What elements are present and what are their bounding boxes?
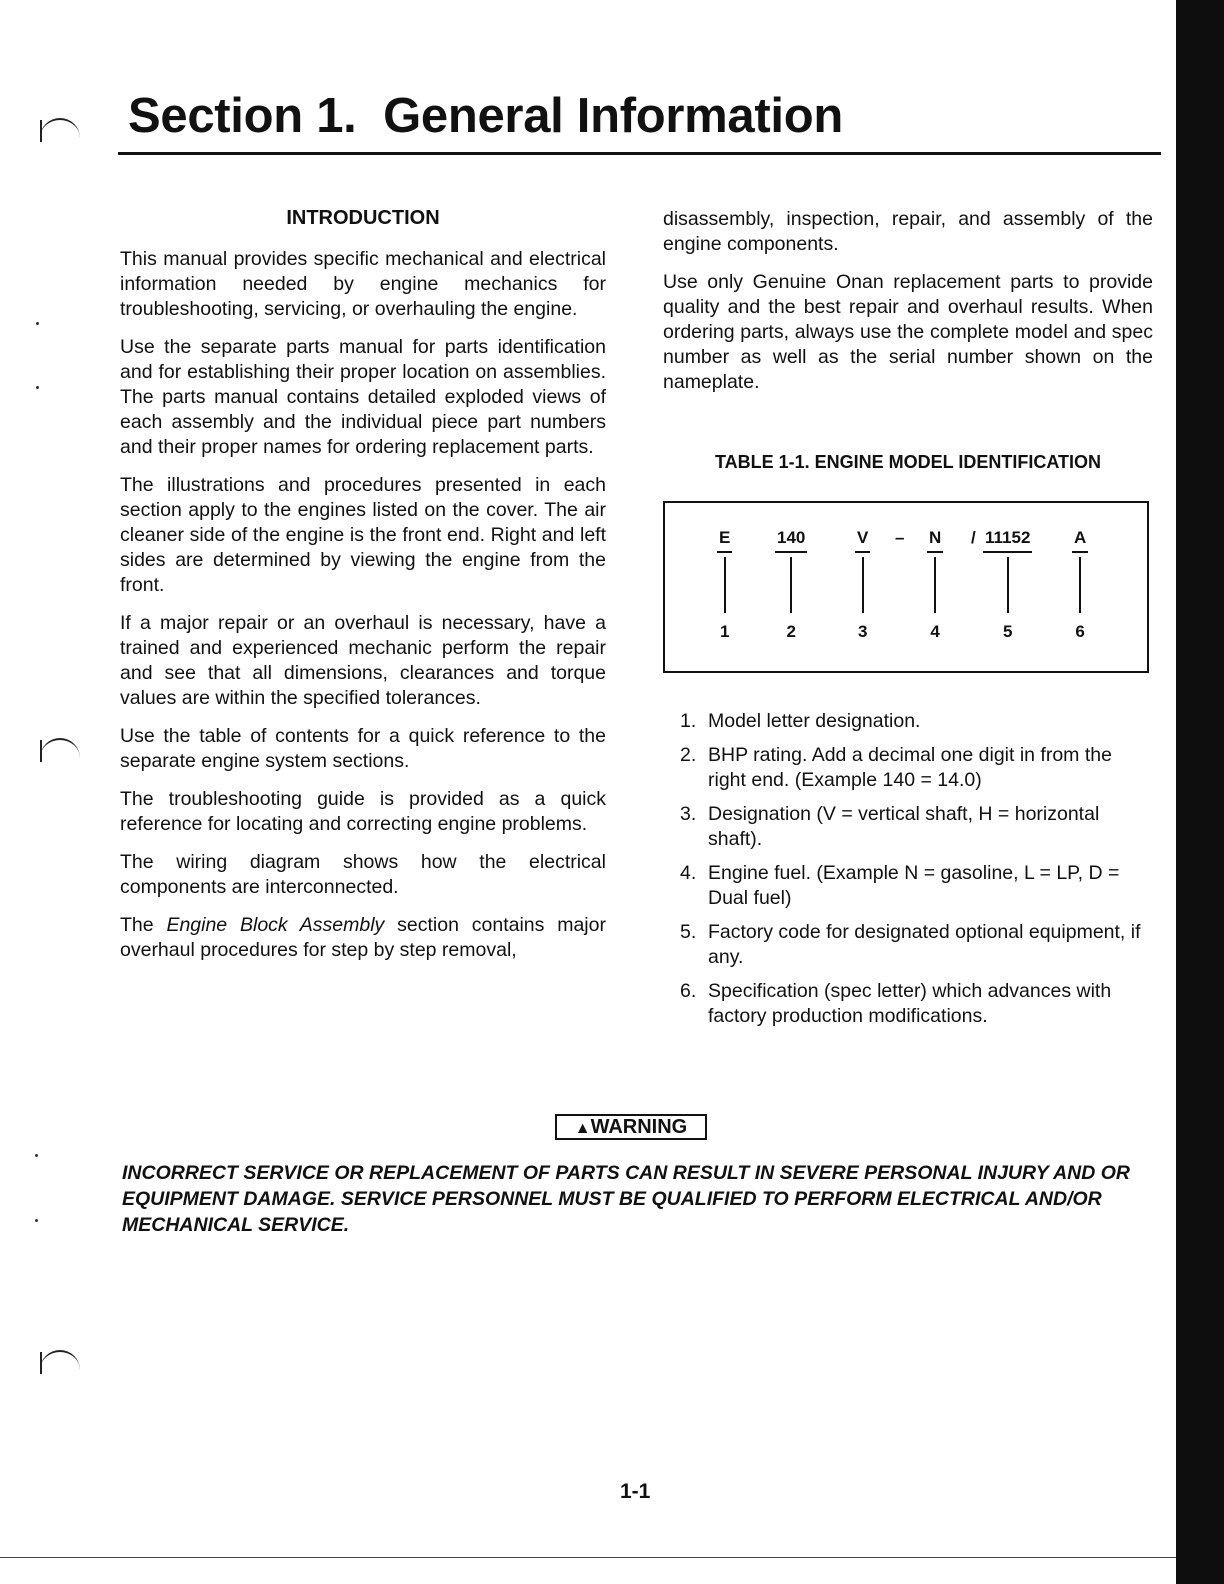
- segment-pointer: [934, 557, 936, 613]
- title-rule: [118, 152, 1161, 155]
- segment-number: 4: [930, 622, 940, 641]
- list-number: 4.: [680, 862, 697, 884]
- list-number: 2.: [680, 744, 697, 766]
- bottom-rule: [0, 1557, 1176, 1558]
- binder-hole-mark: [40, 118, 80, 142]
- scan-speck: [36, 322, 39, 325]
- body-paragraph: Use only Genuine Onan replacement parts to provide quality and the best repair and overhaul results. When ordering parts, always use the complete model and spec number as well as the serial number shown on the nameplate.: [663, 271, 1153, 393]
- segment-code: 140: [775, 525, 807, 553]
- right-column: [663, 207, 1153, 1038]
- list-text: BHP rating. Add a decimal one digit in from the right end. (Example 140 = 14.0): [708, 744, 1112, 791]
- intro-paragraph: The wiring diagram shows how the electrical components are interconnected.: [120, 851, 606, 898]
- list-item: [663, 979, 1153, 1029]
- model-id-diagram: [663, 501, 1149, 673]
- scan-edge-bar: [1176, 0, 1224, 1584]
- model-segment: [717, 525, 732, 644]
- intro-paragraph: Use the table of contents for a quick reference to the separate engine system sections.: [120, 725, 606, 772]
- list-text: Designation (V = vertical shaft, H = horizontal shaft).: [708, 803, 1100, 850]
- warning-text: INCORRECT SERVICE OR REPLACEMENT OF PARTS CAN RESULT IN SEVERE PERSONAL INJURY AND OR EQUIPMENT DAMAGE. SERVICE PERSONNEL MUST BE QUALIFIED TO PERFORM ELECTRICAL AND/OR MECHANICAL SERVICE.: [122, 1162, 1130, 1236]
- list-item: [663, 920, 1153, 970]
- warning-triangle-icon: ▲: [574, 1120, 591, 1137]
- segment-pointer: [862, 557, 864, 613]
- model-segment: [855, 525, 870, 644]
- intro-paragraph: The illustrations and procedures presented in each section apply to the engines listed on the cover. The air cleaner side of the engine is the front end. Right and left sides are determined by viewing the engine from the front.: [120, 474, 606, 596]
- page-title: Section 1. General Information: [128, 89, 843, 143]
- model-segment: [775, 525, 807, 644]
- list-item: [663, 709, 1153, 734]
- scan-speck: [36, 386, 39, 389]
- segment-code: 11152: [983, 525, 1032, 553]
- model-code-legend: [663, 709, 1153, 1029]
- table-caption: TABLE 1-1. ENGINE MODEL IDENTIFICATION: [714, 452, 1101, 472]
- segment-pointer: [1079, 557, 1081, 613]
- segment-pointer: [724, 557, 726, 613]
- list-item: [663, 861, 1153, 911]
- segment-number: 3: [857, 622, 868, 641]
- binder-hole-mark: [40, 1350, 80, 1374]
- list-number: 3.: [680, 803, 697, 825]
- list-item: [663, 802, 1153, 852]
- section-reference: Engine Block Assembly: [166, 914, 385, 936]
- list-number: 6.: [680, 980, 697, 1002]
- intro-paragraph: The troubleshooting guide is provided as a quick reference for locating and correcting engine problems.: [120, 788, 606, 835]
- text-run: section contains major overhaul procedures for step by step removal,: [120, 914, 606, 961]
- body-paragraph: disassembly, inspection, repair, and assembly of the engine components.: [663, 208, 1153, 255]
- intro-paragraph: Use the separate parts manual for parts identification and for establishing their proper location on assemblies. The parts manual contains detailed exploded views of each assembly and the individual piece part numbers and their proper names for ordering replacement parts.: [120, 336, 606, 458]
- section-heading: INTRODUCTION: [286, 207, 440, 229]
- segment-code: E: [717, 525, 732, 553]
- segment-number: 2: [786, 622, 796, 641]
- text-run: The: [120, 914, 167, 936]
- segment-code: V: [855, 525, 870, 553]
- page-number: 1-1: [620, 1480, 651, 1503]
- dash-separator: –: [895, 528, 905, 547]
- segment-pointer: [790, 557, 792, 613]
- list-text: Engine fuel. (Example N = gasoline, L = LP, D = Dual fuel): [708, 862, 1120, 909]
- slash-separator: /: [971, 528, 976, 547]
- warning-label: [555, 1114, 707, 1140]
- segment-code: A: [1072, 525, 1088, 553]
- list-text: Model letter designation.: [708, 710, 921, 732]
- list-number: 5.: [680, 921, 697, 943]
- intro-paragraph: This manual provides specific mechanical and electrical information needed by engine mechanics for troubleshooting, servicing, or overhauling the engine.: [120, 248, 606, 320]
- left-column: [120, 206, 606, 976]
- segment-number: 5: [1002, 622, 1013, 641]
- warning-label-text: WARNING: [590, 1116, 688, 1138]
- list-item: [663, 743, 1153, 793]
- segment-code: N: [927, 525, 943, 553]
- list-text: Factory code for designated optional equipment, if any.: [708, 921, 1141, 968]
- segment-number: 1: [719, 622, 730, 641]
- scan-speck: [35, 1154, 38, 1157]
- list-text: Specification (spec letter) which advances with factory production modifications.: [708, 980, 1112, 1027]
- segment-pointer: [1007, 557, 1009, 613]
- model-segment: [927, 525, 943, 644]
- list-number: 1.: [680, 710, 697, 732]
- binder-hole-mark: [40, 738, 80, 762]
- model-segment: [983, 525, 1032, 644]
- intro-paragraph: [120, 913, 606, 963]
- intro-paragraph: If a major repair or an overhaul is necessary, have a trained and experienced mechanic perform the repair and see that all dimensions, clearances and torque values are within the specified tolerances.: [120, 612, 606, 709]
- scan-speck: [35, 1219, 38, 1222]
- model-segment: [1072, 525, 1088, 644]
- segment-number: 6: [1075, 622, 1085, 641]
